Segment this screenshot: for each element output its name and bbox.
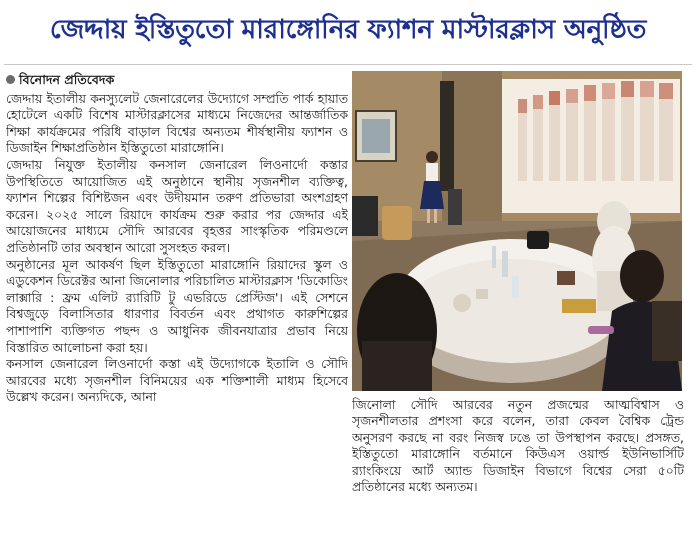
bullet-icon — [6, 75, 15, 84]
byline — [6, 72, 348, 89]
paragraph-3: অনুষ্ঠানের মূল আকর্ষণ ছিল ইস্তিতুতো মারাঙ্গোনি রিয়াদের স্কুল ও এডুকেশন ডিরেক্টর আনা জিনোলার পরিচালিত মাস্টারক্লাস 'ডিকোডিং লাক্সারি : ফ্রম এলিট র‍্যারিটি টু এভরিডে প্রেস্টিজ'। এই সেশনে বিশ্বজুড়ে বিলাসিতার ধারণার বিবর্তন এবং প্রথাগত কারুশিল্পের পাশাপাশি ব্যক্তিগত পছন্দ ও আধুনিক জীবনযাত্রার প্রভাব নিয়ে বিস্তারিত আলোচনা করা হয়। — [6, 256, 348, 355]
article-right-column — [352, 397, 684, 531]
paragraph-2: জেদ্দায় নিযুক্ত ইতালীয় কনসাল জেনারেল লিওনার্দো কস্তার উপস্থিতিতে আয়োজিত এই অনুষ্ঠানে স্থানীয় সৃজনশীল ব্যক্তিত্ব, ফ্যাশন শিল্পের বিশিষ্টজন এবং উদীয়মান তরুণ প্রতিভারা অংশগ্রহণ করেন। ২০২৫ সালে রিয়াদে কার্যক্রম শুরু করার পর জেদ্দার এই আয়োজনের মাধ্যমে সৌদি আরবের বৃহত্তর সাংস্কৃতিক পরিমণ্ডলে প্রতিষ্ঠানটি তার অবস্থান আরো সুসংহত করল। — [6, 156, 348, 255]
lipstick-graphic — [518, 81, 673, 181]
article-left-column — [6, 72, 348, 532]
paragraph-1: জেদ্দায় ইতালীয় কনস্যুলেট জেনারেলের উদ্যোগে সম্প্রতি পার্ক হায়াত হোটেলে একটি বিশেষ মাস্টারক্লাসের মাধ্যমে নিজেদের আন্তর্জাতিক শিক্ষা কার্যক্রমের পরিধি বাড়াল বিশ্বের অন্যতম শীর্ষস্থানীয় ফ্যাশন ও ডিজাইন শিক্ষাপ্রতিষ্ঠান ইস্তিতুতো মারাঙ্গোনি। — [6, 90, 348, 156]
paragraph-4: কনসাল জেনারেল লিওনার্দো কস্তা এই উদ্যোগকে ইতালি ও সৌদি আরবের মধ্যে সৃজনশীল বিনিময়ের এক শক্তিশালী মাধ্যম হিসেবে উল্লেখ করেন। অন্যদিকে, আনা — [6, 356, 348, 405]
attendee-left — [357, 273, 437, 391]
event-photo — [352, 71, 682, 391]
paragraph-5: জিনোলা সৌদি আরবের নতুন প্রজন্মের আত্মবিশ্বাস ও সৃজনশীলতার প্রশংসা করে বলেন, তারা কেবল বৈশ্বিক ট্রেন্ড অনুসরণ করছে না বরং নিজস্ব ঢঙে তা উপস্থাপন করছে। প্রসঙ্গত, ইস্তিতুতো মারাঙ্গোনি বর্তমানে কিউএস ওয়ার্ল্ড ইউনিভার্সিটি র‍্যাংকিংয়ে আর্ট অ্যান্ড ডিজাইন বিভাগে বিশ্বের সেরা ৫০টি প্রতিষ্ঠানের মধ্যে অন্যতম। — [352, 397, 684, 495]
headline: জেদ্দায় ইস্তিতুতো মারাঙ্গোনির ফ্যাশন মাস্টারক্লাস অনুষ্ঠিত — [49, 14, 647, 45]
byline-text: বিনোদন প্রতিবেদক — [19, 72, 115, 87]
headline-divider — [4, 64, 692, 65]
masterclass-scene-illustration — [352, 71, 682, 391]
